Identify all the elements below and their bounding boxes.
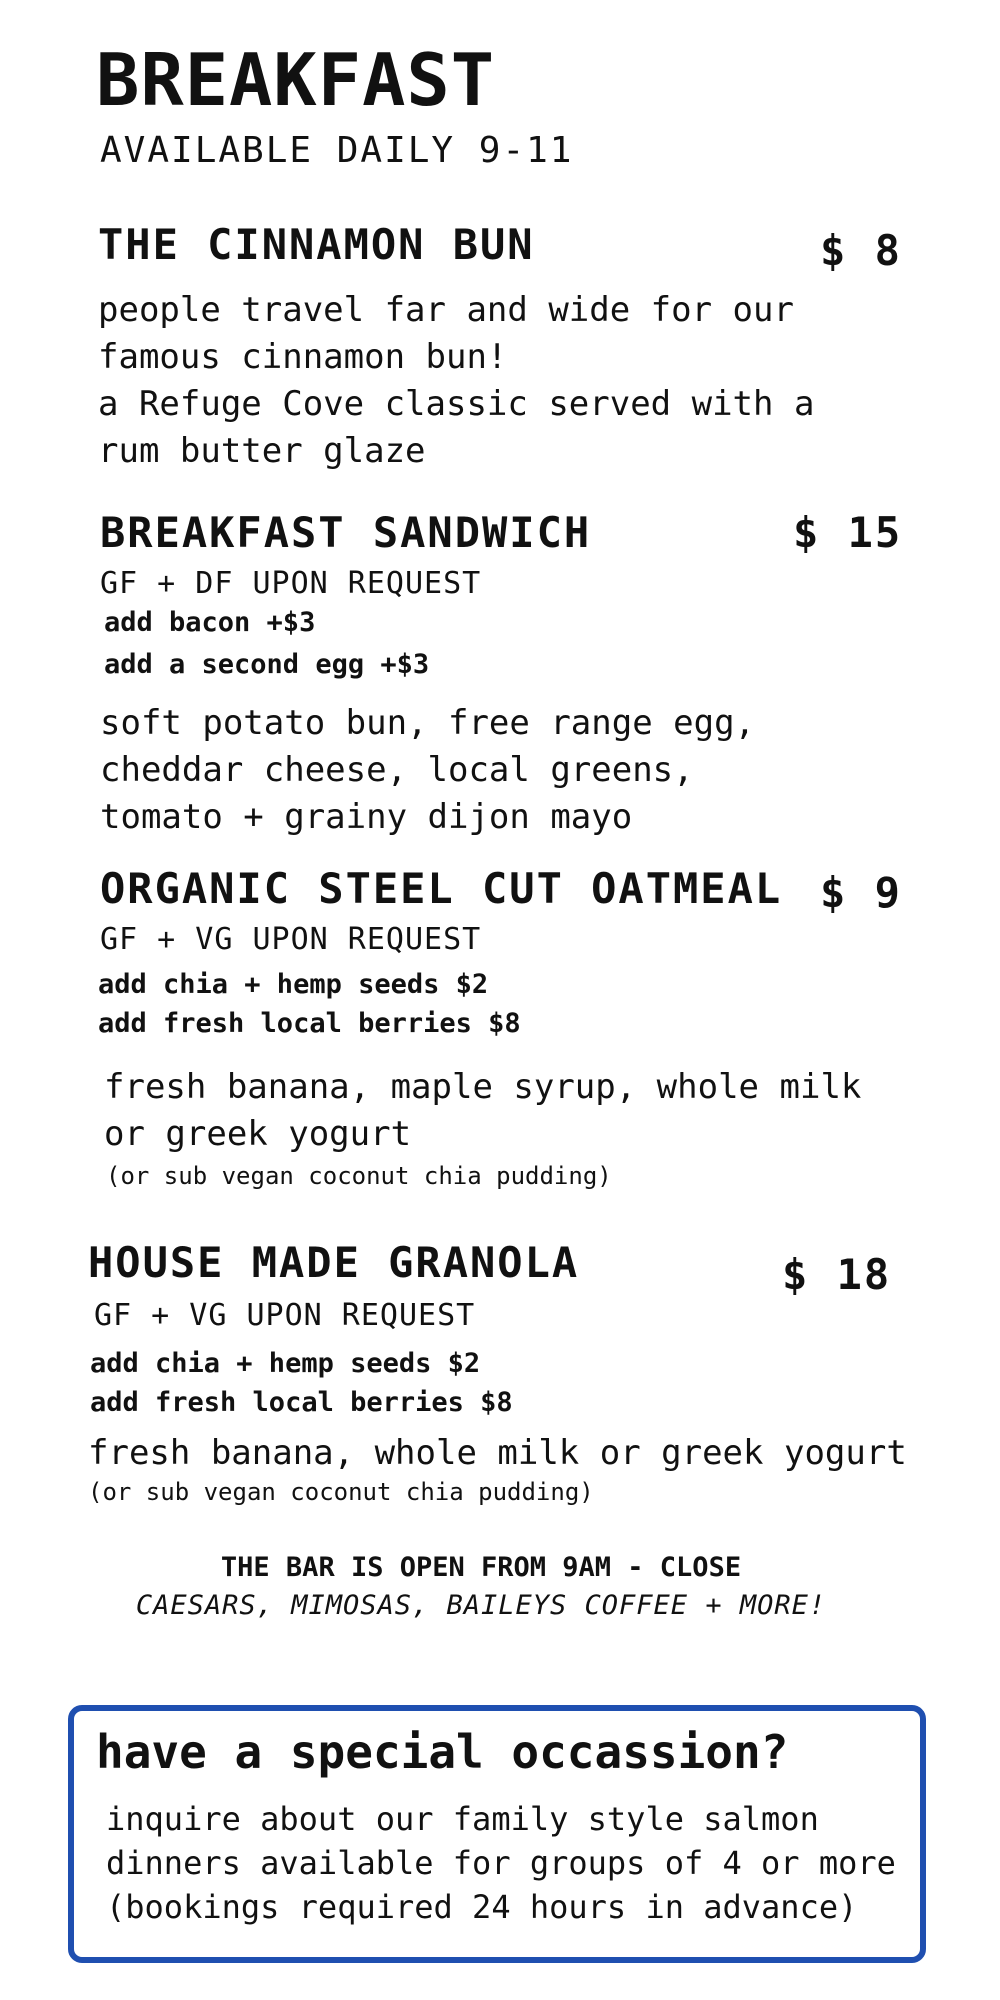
- bar-drinks: CAESARS, MIMOSAS, BAILEYS COFFEE + MORE!: [135, 1590, 827, 1621]
- menu-item-desc-cinnamon-bun-line-3: a Refuge Cove classic served with a: [98, 384, 815, 424]
- menu-item-name-cinnamon-bun: THE CINNAMON BUN: [98, 220, 535, 269]
- menu-item-note-oatmeal: (or sub vegan coconut chia pudding): [106, 1162, 612, 1190]
- menu-item-price-oatmeal: $ 9: [820, 868, 902, 917]
- menu-item-request-granola: GF + VG UPON REQUEST: [94, 1298, 476, 1333]
- special-occasion-line-3: (bookings required 24 hours in advance): [106, 1888, 858, 1926]
- menu-item-desc-breakfast-sandwich-line-1: soft potato bun, free range egg,: [100, 703, 756, 743]
- menu-item-addon-breakfast-sandwich-2: add a second egg +$3: [104, 649, 430, 680]
- menu-item-desc-breakfast-sandwich-line-2: cheddar cheese, local greens,: [100, 750, 694, 790]
- menu-item-name-breakfast-sandwich: BREAKFAST SANDWICH: [100, 508, 592, 557]
- menu-item-note-granola: (or sub vegan coconut chia pudding): [88, 1478, 594, 1506]
- menu-item-addon-oatmeal-1: add chia + hemp seeds $2: [98, 969, 489, 1000]
- menu-item-desc-cinnamon-bun-line-1: people travel far and wide for our: [98, 290, 794, 330]
- special-occasion-line-1: inquire about our family style salmon: [106, 1800, 819, 1838]
- menu-item-name-oatmeal: ORGANIC STEEL CUT OATMEAL: [100, 864, 783, 913]
- bar-hours: THE BAR IS OPEN FROM 9AM - CLOSE: [220, 1552, 742, 1583]
- menu-item-desc-breakfast-sandwich-line-3: tomato + grainy dijon mayo: [100, 797, 633, 837]
- menu-item-addon-granola-1: add chia + hemp seeds $2: [90, 1348, 481, 1379]
- menu-item-desc-cinnamon-bun-line-2: famous cinnamon bun!: [98, 337, 508, 377]
- menu-item-addon-breakfast-sandwich-1: add bacon +$3: [104, 607, 316, 638]
- page-subtitle: AVAILABLE DAILY 9-11: [100, 130, 574, 171]
- menu-item-desc-oatmeal-line-1: fresh banana, maple syrup, whole milk: [104, 1067, 862, 1107]
- menu-item-price-granola: $ 18: [782, 1250, 892, 1299]
- special-occasion-title: have a special occassion?: [96, 1725, 789, 1779]
- menu-item-price-breakfast-sandwich: $ 15: [793, 508, 903, 557]
- menu-item-desc-cinnamon-bun-line-4: rum butter glaze: [98, 431, 426, 471]
- menu-item-price-cinnamon-bun: $ 8: [820, 226, 902, 275]
- menu-item-desc-oatmeal-line-2: or greek yogurt: [104, 1114, 412, 1154]
- menu-item-addon-oatmeal-2: add fresh local berries $8: [98, 1008, 521, 1039]
- special-occasion-line-2: dinners available for groups of 4 or more: [106, 1844, 896, 1882]
- menu-item-request-oatmeal: GF + VG UPON REQUEST: [100, 922, 482, 957]
- menu-item-request-breakfast-sandwich: GF + DF UPON REQUEST: [100, 566, 482, 601]
- menu-item-desc-granola-line-1: fresh banana, whole milk or greek yogurt: [88, 1433, 907, 1473]
- menu-item-name-granola: HOUSE MADE GRANOLA: [88, 1238, 580, 1287]
- menu-item-addon-granola-2: add fresh local berries $8: [90, 1387, 513, 1418]
- page-title: BREAKFAST: [96, 38, 496, 122]
